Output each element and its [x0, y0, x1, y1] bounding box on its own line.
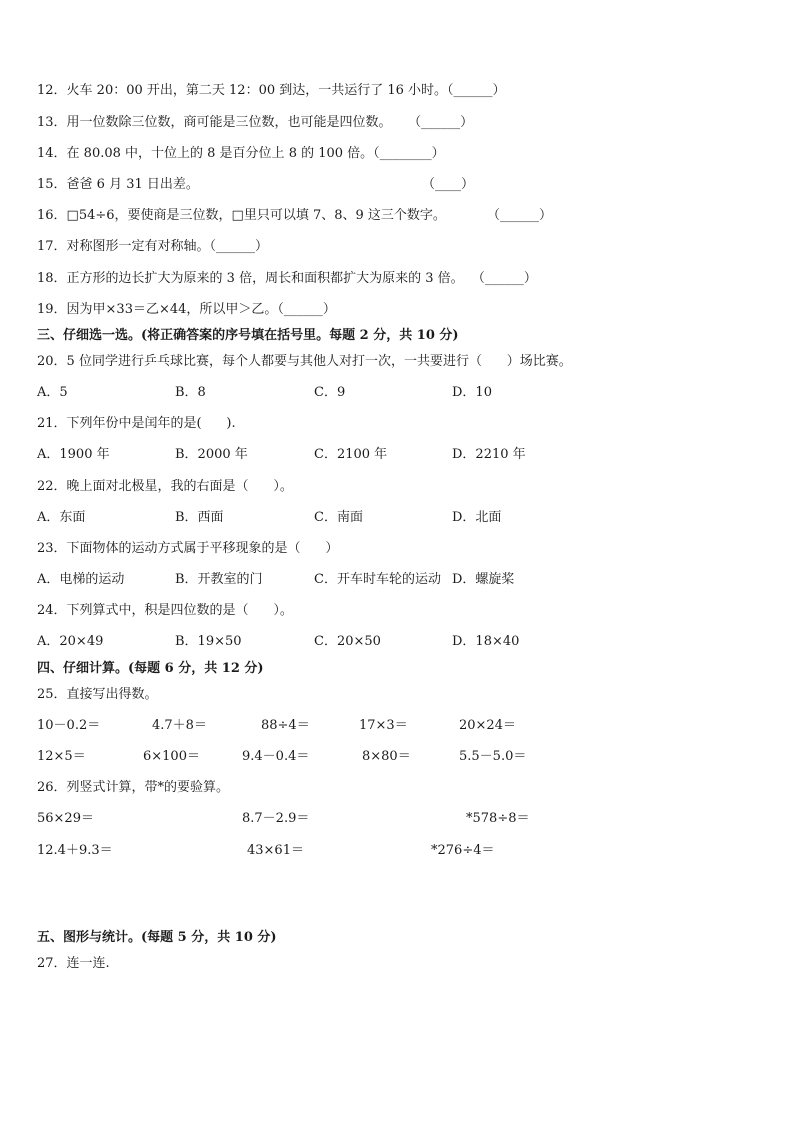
question-26-row-1 — [37, 811, 777, 827]
vertical-calc-item: 12.4＋9.3＝ — [37, 843, 113, 858]
option-c: C．9 — [314, 385, 346, 400]
question-20-stem: 20．5 位同学进行乒乓球比赛，每个人都要与其他人对打一次，一共要进行（ ）场比赛。 — [37, 354, 572, 369]
question-21-options — [37, 447, 777, 463]
option-b: B．8 — [175, 385, 206, 400]
section-4-heading: 四、仔细计算。(每题 6 分，共 12 分) — [37, 661, 264, 676]
judgment-item-19: 19．因为甲×33＝乙×44，所以甲＞乙。（______） — [37, 302, 336, 317]
option-b: B．开教室的门 — [175, 572, 263, 587]
question-21-stem: 21．下列年份中是闰年的是( ). — [37, 416, 236, 431]
calc-item: 6×100＝ — [143, 749, 200, 764]
judgment-item-18: 18．正方形的边长扩大为原来的 3 倍，周长和面积都扩大为原来的 3 倍。 （______） — [37, 271, 537, 286]
calc-item: 8×80＝ — [362, 749, 411, 764]
question-26-stem: 26．列竖式计算，带*的要验算。 — [37, 780, 230, 795]
option-b: B．19×50 — [175, 634, 242, 649]
question-26-row-2 — [37, 843, 777, 859]
calc-item: 5.5－5.0＝ — [459, 749, 527, 764]
question-23-stem: 23．下面物体的运动方式属于平移现象的是（ ） — [37, 541, 339, 556]
judgment-item-15: 15．爸爸 6 月 31 日出差。 — [37, 177, 199, 192]
vertical-calc-item: 8.7－2.9＝ — [242, 811, 310, 826]
option-d: D．2210 年 — [452, 447, 526, 462]
judgment-item-14: 14．在 80.08 中，十位上的 8 是百分位上 8 的 100 倍。（________） — [37, 146, 445, 161]
option-b: B．西面 — [175, 510, 224, 525]
option-a: A．东面 — [37, 510, 86, 525]
option-b: B．2000 年 — [175, 447, 248, 462]
option-a: A．20×49 — [37, 634, 104, 649]
option-d: D．10 — [452, 385, 492, 400]
question-22-options — [37, 510, 777, 526]
question-25-row-2 — [37, 749, 777, 765]
vertical-calc-item: 43×61＝ — [247, 843, 304, 858]
judgment-item-12: 12．火车 20：00 开出，第二天 12：00 到达，一共运行了 16 小时。（______） — [37, 83, 506, 98]
option-d: D．18×40 — [452, 634, 520, 649]
calc-item: 88÷4＝ — [261, 718, 310, 733]
option-d: D．北面 — [452, 510, 502, 525]
option-c: C．开车时车轮的运动 — [314, 572, 441, 587]
calc-item: 10－0.2＝ — [37, 718, 101, 733]
question-25-stem: 25．直接写出得数。 — [37, 687, 158, 702]
option-a: A．1900 年 — [37, 447, 110, 462]
judgment-item-16-blank: （______） — [487, 208, 553, 223]
judgment-item-13: 13．用一位数除三位数，商可能是三位数，也可能是四位数。 （______） — [37, 115, 474, 130]
option-d: D．螺旋桨 — [452, 572, 515, 587]
judgment-item-15-blank: （____） — [422, 177, 475, 192]
section-3-heading: 三、仔细选一选。(将正确答案的序号填在括号里。每题 2 分，共 10 分) — [37, 328, 459, 343]
question-24-stem: 24．下列算式中，积是四位数的是（ ）。 — [37, 603, 293, 618]
question-25-row-1 — [37, 718, 777, 734]
vertical-calc-item: *578÷8＝ — [466, 811, 530, 826]
question-22-stem: 22．晚上面对北极星，我的右面是（ ）。 — [37, 479, 293, 494]
judgment-item-17: 17．对称图形一定有对称轴。（______） — [37, 239, 269, 254]
question-20-options — [37, 385, 777, 401]
option-a: A．5 — [37, 385, 68, 400]
calc-item: 4.7＋8＝ — [152, 718, 207, 733]
question-24-options — [37, 634, 777, 650]
option-c: C．20×50 — [314, 634, 381, 649]
vertical-calc-item: *276÷4＝ — [431, 843, 495, 858]
calc-item: 20×24＝ — [459, 718, 516, 733]
calc-item: 12×5＝ — [37, 749, 86, 764]
question-27-stem: 27．连一连. — [37, 956, 110, 971]
option-c: C．2100 年 — [314, 447, 388, 462]
option-c: C．南面 — [314, 510, 363, 525]
question-23-options — [37, 572, 777, 588]
option-a: A．电梯的运动 — [37, 572, 125, 587]
calc-item: 9.4－0.4＝ — [242, 749, 310, 764]
section-5-heading: 五、图形与统计。(每题 5 分，共 10 分) — [37, 930, 277, 945]
calc-item: 17×3＝ — [359, 718, 408, 733]
judgment-item-16: 16．□54÷6，要使商是三位数，□里只可以填 7、8、9 这三个数字。 — [37, 208, 446, 223]
vertical-calc-item: 56×29＝ — [37, 811, 94, 826]
